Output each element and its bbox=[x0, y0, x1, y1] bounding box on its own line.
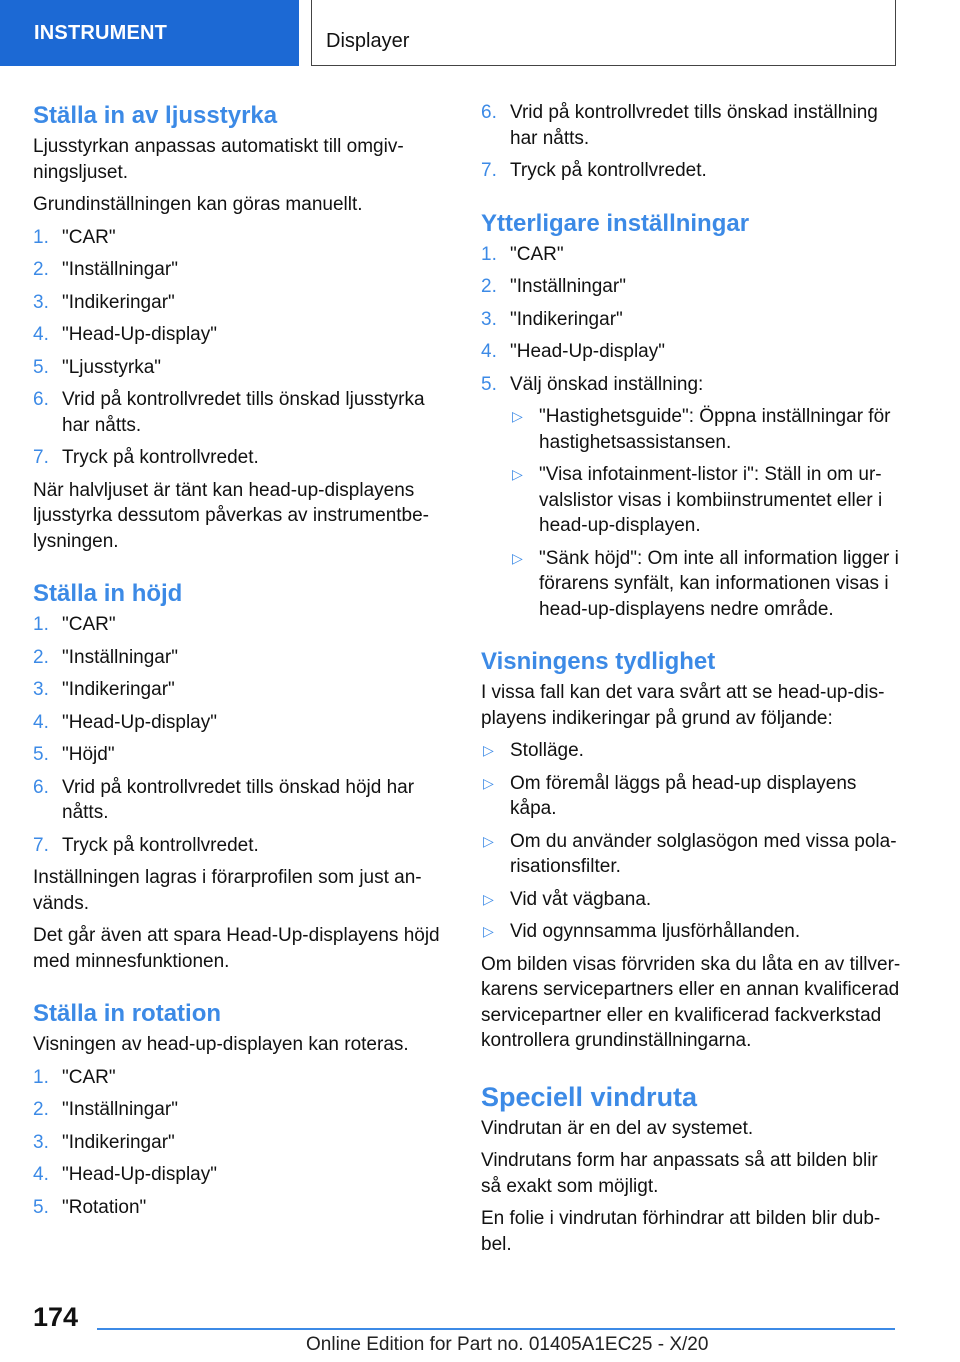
step-text: "Head-Up-display" bbox=[62, 324, 217, 345]
list-item bbox=[33, 833, 443, 859]
step-text: Tryck på kontrollvredet. bbox=[510, 160, 707, 181]
step-number: 4. bbox=[481, 341, 497, 362]
edition-text: Online Edition for Part no. 01405A1EC25 - X/20 bbox=[306, 1334, 709, 1355]
brightness-steps bbox=[33, 225, 443, 471]
step-text: "Rotation" bbox=[62, 1196, 147, 1218]
step-number: 2. bbox=[481, 276, 497, 297]
step-number: 5. bbox=[33, 356, 49, 378]
step-number: 1. bbox=[33, 1066, 49, 1088]
step-number: 1. bbox=[33, 226, 49, 248]
list-item bbox=[33, 612, 443, 638]
heading-visibility: Visningens tydlighet bbox=[481, 648, 716, 675]
more-settings-steps bbox=[481, 242, 901, 398]
list-item bbox=[33, 290, 443, 316]
step-text: "Inställningar" bbox=[510, 276, 626, 297]
list-item bbox=[481, 100, 901, 151]
list-item bbox=[33, 387, 443, 438]
heading-rotation: Ställa in rotation bbox=[33, 1000, 222, 1027]
list-item bbox=[33, 1162, 443, 1188]
step-text: "CAR" bbox=[62, 614, 116, 635]
step-number: 2. bbox=[33, 646, 49, 668]
paragraph: Visningen av head-up-displayen kan roteras. bbox=[33, 1034, 409, 1055]
list-item bbox=[33, 1130, 443, 1156]
list-item bbox=[33, 355, 443, 381]
list-item bbox=[510, 404, 901, 455]
list-item bbox=[481, 771, 901, 822]
step-text: "Head-Up-display" bbox=[62, 1164, 217, 1185]
list-item bbox=[481, 919, 901, 945]
step-text: "Inställningar" bbox=[62, 646, 178, 668]
step-text: "Höjd" bbox=[62, 744, 115, 765]
list-item bbox=[481, 339, 901, 365]
paragraph: Om bilden visas förvriden ska du låta en av tillver-karens servicepartners eller en annan kvalificerad servicepartner eller en kvalificerad fackverkstad kontrollera grundinställningarna. bbox=[481, 953, 901, 1051]
step-text: "Inställningar" bbox=[62, 1099, 178, 1120]
list-item bbox=[481, 274, 901, 300]
step-number: 5. bbox=[33, 1196, 49, 1218]
heading-brightness: Ställa in av ljusstyrka bbox=[33, 102, 278, 129]
step-number: 3. bbox=[481, 308, 497, 330]
page-number: 174 bbox=[33, 1302, 79, 1332]
paragraph: Ljusstyrkan anpassas automatiskt till omgiv-ningsljuset. bbox=[33, 136, 404, 183]
step-number: 6. bbox=[33, 776, 49, 798]
triangle-bullet-icon: ▷ bbox=[512, 466, 523, 482]
step-number: 3. bbox=[33, 291, 49, 313]
list-item bbox=[33, 225, 443, 251]
step-number: 2. bbox=[33, 259, 49, 280]
step-number: 7. bbox=[481, 160, 497, 181]
step-text: "Inställningar" bbox=[62, 259, 178, 280]
list-item bbox=[481, 829, 901, 880]
step-text: "Indikeringar" bbox=[510, 308, 623, 330]
step-text: "Indikeringar" bbox=[62, 291, 175, 313]
list-item bbox=[481, 307, 901, 333]
chapter-tab: INSTRUMENT bbox=[0, 0, 299, 66]
bullet-text: Stolläge. bbox=[510, 740, 584, 761]
triangle-bullet-icon: ▷ bbox=[483, 890, 494, 907]
visibility-factors-list bbox=[481, 738, 901, 945]
step-text: "CAR" bbox=[62, 1066, 116, 1088]
step-text: Vrid på kontrollvredet tills önskad ljusstyrka har nåtts. bbox=[62, 389, 425, 436]
step-number: 4. bbox=[33, 324, 49, 345]
bullet-text: "Hastighetsguide": Öppna inställningar för hastighetsassistansen. bbox=[539, 406, 891, 453]
list-item bbox=[33, 775, 443, 826]
list-item bbox=[481, 372, 901, 398]
list-item bbox=[33, 645, 443, 671]
step-number: 1. bbox=[481, 243, 497, 265]
list-item bbox=[33, 1065, 443, 1091]
list-item bbox=[510, 462, 901, 539]
settings-options-list bbox=[510, 404, 901, 622]
step-number: 3. bbox=[33, 1131, 49, 1153]
right-column bbox=[481, 100, 901, 1264]
heading-height: Ställa in höjd bbox=[33, 580, 183, 607]
triangle-bullet-icon: ▷ bbox=[483, 832, 494, 849]
triangle-bullet-icon: ▷ bbox=[512, 408, 523, 424]
step-number: 7. bbox=[33, 447, 49, 468]
list-item bbox=[33, 322, 443, 348]
step-text: "CAR" bbox=[510, 243, 564, 265]
list-item bbox=[33, 1097, 443, 1123]
bullet-text: Om du använder solglasögon med vissa pola-risationsfilter. bbox=[510, 830, 897, 877]
step-text: Tryck på kontrollvredet. bbox=[62, 447, 259, 468]
page-header bbox=[0, 0, 960, 66]
step-text: "Indikeringar" bbox=[62, 679, 175, 700]
step-number: 7. bbox=[33, 834, 49, 856]
page-footer bbox=[0, 1290, 960, 1362]
list-item bbox=[33, 742, 443, 768]
paragraph: I vissa fall kan det vara svårt att se head-up-dis-playens indikeringar på grund av följande: bbox=[481, 682, 885, 729]
step-number: 6. bbox=[481, 102, 497, 123]
bullet-text: Vid våt vägbana. bbox=[510, 888, 652, 910]
step-text: Välj önskad inställning: bbox=[510, 373, 704, 395]
bullet-text: "Sänk höjd": Om inte all information ligger i förarens synfält, kan informationen visas i head-up-displayens nedre område. bbox=[539, 547, 899, 620]
list-item bbox=[481, 158, 901, 184]
paragraph: Grundinställningen kan göras manuellt. bbox=[33, 194, 363, 215]
rotation-steps bbox=[33, 1065, 443, 1221]
list-item bbox=[33, 710, 443, 736]
footer-divider bbox=[97, 1328, 895, 1330]
step-number: 5. bbox=[33, 744, 49, 765]
section-title: Displayer bbox=[311, 0, 896, 66]
heading-more-settings: Ytterligare inställningar bbox=[481, 209, 750, 237]
height-steps bbox=[33, 612, 443, 858]
paragraph: Vindrutans form har anpassats så att bilden blir så exakt som möjligt. bbox=[481, 1150, 878, 1197]
paragraph: Inställningen lagras i förarprofilen som just an-vänds. bbox=[33, 867, 422, 914]
step-number: 4. bbox=[33, 1164, 49, 1185]
triangle-bullet-icon: ▷ bbox=[483, 923, 494, 939]
heading-windshield: Speciell vindruta bbox=[481, 1081, 698, 1112]
triangle-bullet-icon: ▷ bbox=[483, 742, 494, 758]
step-text: "Indikeringar" bbox=[62, 1131, 175, 1153]
step-number: 6. bbox=[33, 389, 49, 410]
list-item bbox=[481, 738, 901, 764]
step-text: Vrid på kontrollvredet tills önskad höjd har nåtts. bbox=[62, 776, 415, 823]
paragraph: Det går även att spara Head-Up-displayens höjd med minnesfunktionen. bbox=[33, 925, 440, 972]
rotation-steps-continued bbox=[481, 100, 901, 184]
step-number: 5. bbox=[481, 373, 497, 395]
triangle-bullet-icon: ▷ bbox=[483, 774, 494, 791]
paragraph: När halvljuset är tänt kan head-up-displayens ljusstyrka dessutom påverkas av instrumentbe-lysningen. bbox=[33, 479, 429, 552]
paragraph: Vindrutan är en del av systemet. bbox=[481, 1117, 754, 1139]
step-number: 1. bbox=[33, 614, 49, 635]
list-item bbox=[33, 445, 443, 471]
list-item bbox=[33, 677, 443, 703]
list-item bbox=[33, 257, 443, 283]
step-text: "Head-Up-display" bbox=[62, 711, 217, 733]
bullet-text: Vid ogynnsamma ljusförhållanden. bbox=[510, 921, 801, 942]
list-item bbox=[33, 1195, 443, 1221]
bullet-text: "Visa infotainment-listor i": Ställ in om ur-valslistor visas i kombiinstrumentet eller i head-up-displayen. bbox=[539, 464, 883, 536]
left-column bbox=[33, 100, 443, 1227]
paragraph: En folie i vindrutan förhindrar att bilden blir dub-bel. bbox=[481, 1208, 881, 1255]
step-text: "Ljusstyrka" bbox=[62, 356, 162, 378]
list-item bbox=[510, 546, 901, 623]
bullet-text: Om föremål läggs på head-up displayens kåpa. bbox=[510, 772, 857, 819]
list-item bbox=[481, 242, 901, 268]
step-number: 4. bbox=[33, 711, 49, 733]
step-text: Vrid på kontrollvredet tills önskad inställning har nåtts. bbox=[510, 102, 878, 149]
list-item bbox=[481, 887, 901, 913]
triangle-bullet-icon: ▷ bbox=[512, 549, 523, 566]
step-number: 2. bbox=[33, 1099, 49, 1120]
step-number: 3. bbox=[33, 679, 49, 700]
step-text: "CAR" bbox=[62, 226, 116, 248]
step-text: Tryck på kontrollvredet. bbox=[62, 834, 259, 856]
step-text: "Head-Up-display" bbox=[510, 341, 665, 362]
